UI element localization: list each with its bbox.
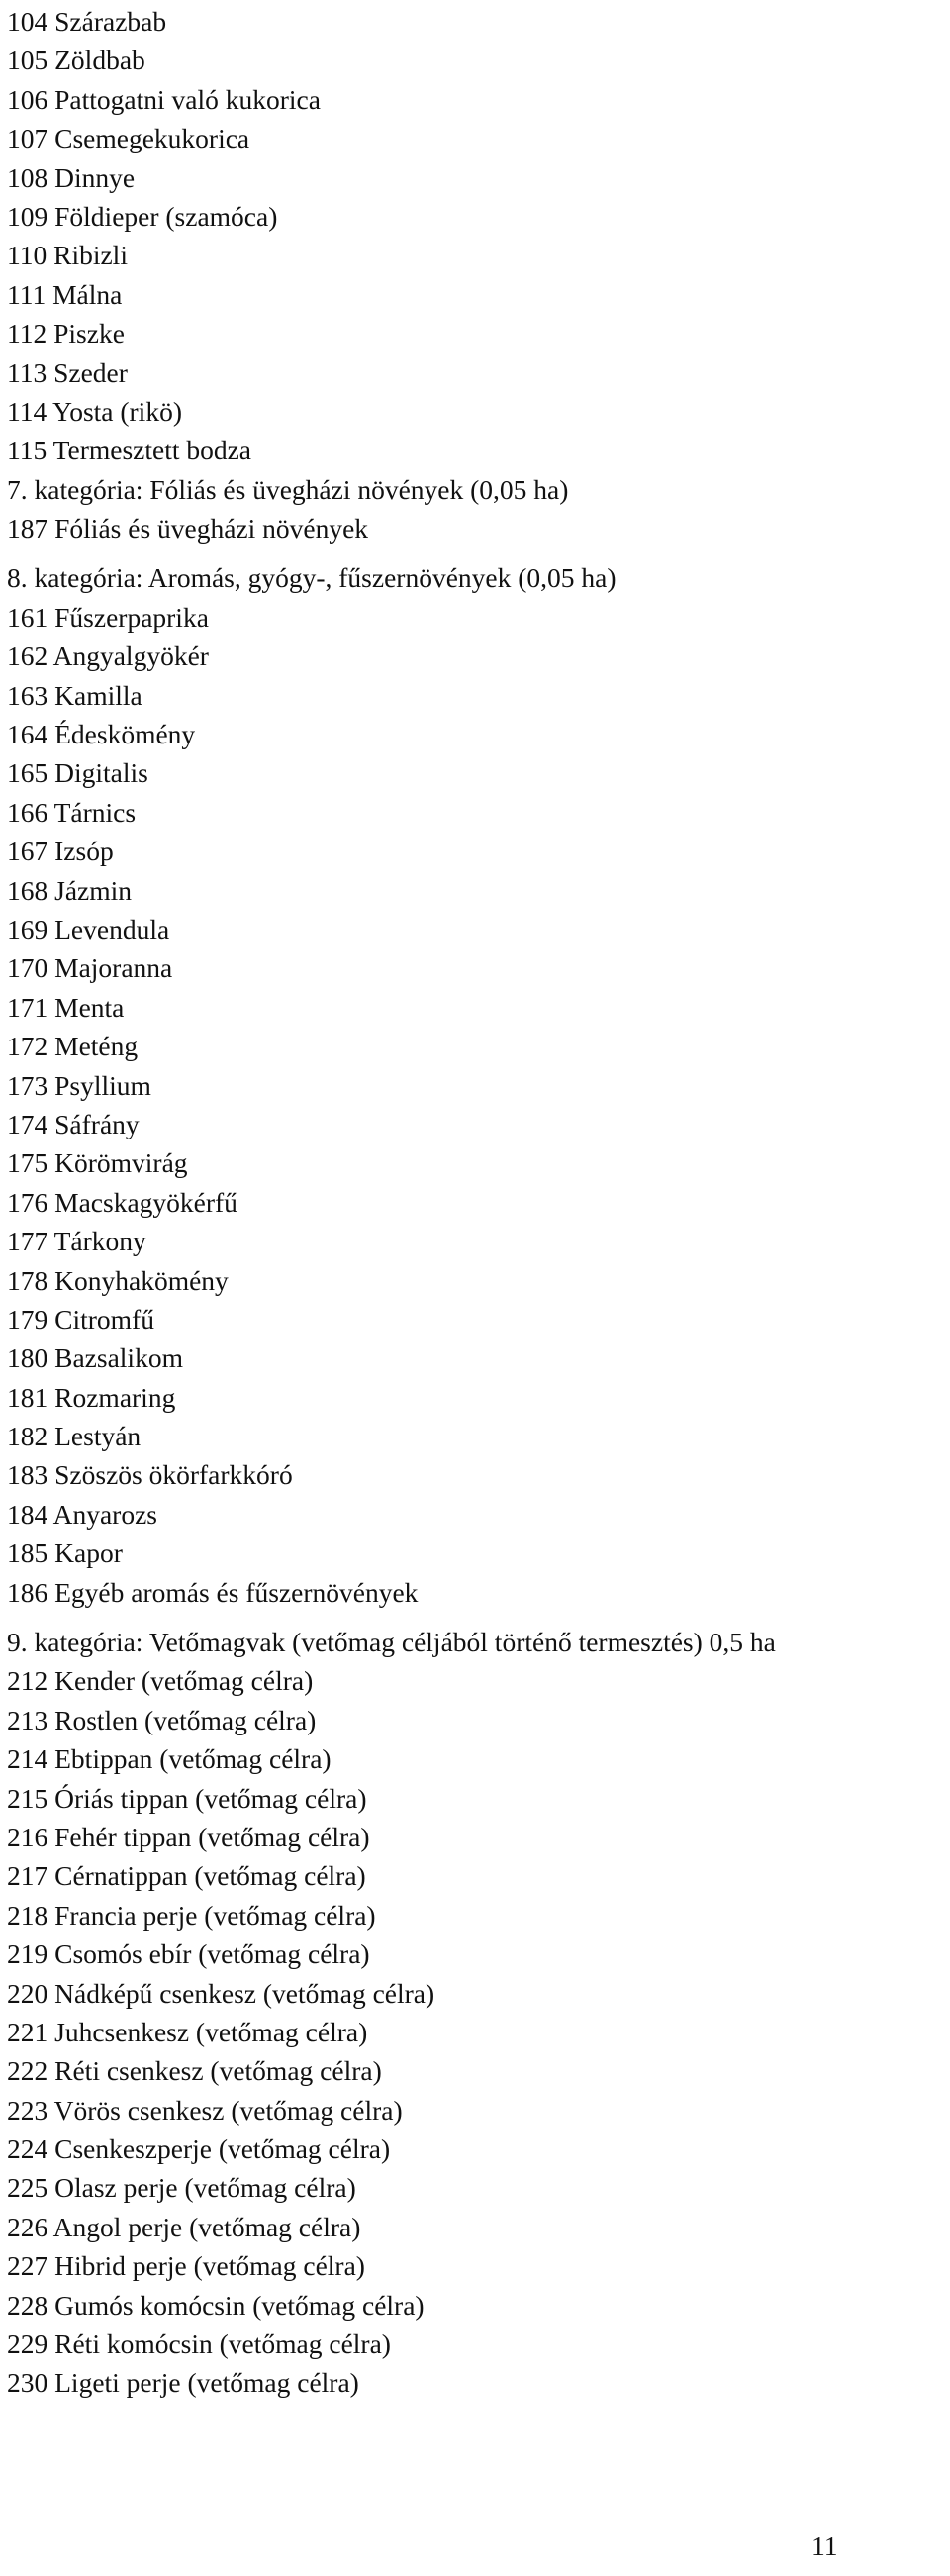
list-item: 214 Ebtippan (vetőmag célra): [7, 1743, 332, 1775]
list-item: 115 Termesztett bodza: [7, 435, 252, 466]
list-item: 109 Földieper (szamóca): [7, 200, 278, 232]
category-heading: 9. kategória: Vetőmagvak (vetőmag céljából történő termesztés) 0,5 ha: [7, 1627, 776, 1658]
category-heading: 8. kategória: Aromás, gyógy-, fűszernövények (0,05 ha): [7, 562, 617, 594]
list-item: 170 Majoranna: [7, 952, 173, 984]
list-item: 169 Levendula: [7, 913, 170, 944]
list-item: 224 Csenkeszperje (vetőmag célra): [7, 2133, 391, 2165]
list-item: 162 Angyalgyökér: [7, 641, 209, 672]
list-item: 180 Bazsalikom: [7, 1342, 183, 1374]
list-item: 110 Ribizli: [7, 240, 128, 271]
list-item: 226 Angol perje (vetőmag célra): [7, 2211, 361, 2242]
list-item: 187 Fóliás és üvegházi növények: [7, 513, 369, 545]
list-item: 217 Cérnatippan (vetőmag célra): [7, 1860, 366, 1892]
list-item: 164 Édeskömény: [7, 719, 196, 750]
list-item: 223 Vörös csenkesz (vetőmag célra): [7, 2094, 403, 2126]
category-heading: 7. kategória: Fóliás és üvegházi növények (0,05 ha): [7, 473, 569, 505]
list-item: 219 Csomós ebír (vetőmag célra): [7, 1938, 370, 1970]
list-item: 220 Nádképű csenkesz (vetőmag célra): [7, 1977, 435, 2009]
list-item: 168 Jázmin: [7, 874, 133, 906]
list-item: 228 Gumós komócsin (vetőmag célra): [7, 2289, 425, 2321]
list-item: 177 Tárkony: [7, 1226, 146, 1257]
list-item: 111 Málna: [7, 278, 123, 310]
list-item: 108 Dinnye: [7, 161, 136, 193]
list-item: 213 Rostlen (vetőmag célra): [7, 1704, 317, 1735]
list-item: 181 Rozmaring: [7, 1381, 176, 1413]
list-item: 105 Zöldbab: [7, 45, 145, 76]
list-item: 172 Meténg: [7, 1031, 139, 1062]
list-item: 227 Hibrid perje (vetőmag célra): [7, 2250, 365, 2282]
list-item: 166 Tárnics: [7, 796, 137, 828]
list-item: 216 Fehér tippan (vetőmag célra): [7, 1821, 370, 1852]
list-item: 183 Szöszös ökörfarkkóró: [7, 1459, 293, 1491]
list-item: 218 Francia perje (vetőmag célra): [7, 1899, 376, 1931]
document-body: [7, 2, 947, 2403]
list-item: 173 Psyllium: [7, 1069, 151, 1101]
list-item: 163 Kamilla: [7, 679, 142, 711]
list-item: 104 Szárazbab: [7, 6, 167, 37]
list-item: 107 Csemegekukorica: [7, 123, 250, 154]
page-number: 11: [811, 2530, 838, 2561]
list-item: 215 Óriás tippan (vetőmag célra): [7, 1782, 367, 1814]
list-item: 175 Körömvirág: [7, 1147, 188, 1179]
list-item: 179 Citromfű: [7, 1303, 154, 1335]
list-item: 113 Szeder: [7, 356, 128, 388]
list-item: 184 Anyarozs: [7, 1498, 157, 1530]
list-item: 171 Menta: [7, 991, 125, 1023]
list-item: 167 Izsóp: [7, 836, 114, 867]
list-item: 182 Lestyán: [7, 1421, 142, 1452]
list-item: 176 Macskagyökérfű: [7, 1186, 238, 1218]
list-item: 174 Sáfrány: [7, 1108, 140, 1139]
list-item: 178 Konyhakömény: [7, 1264, 229, 1296]
list-item: 225 Olasz perje (vetőmag célra): [7, 2172, 356, 2204]
list-item: 230 Ligeti perje (vetőmag célra): [7, 2367, 359, 2399]
list-item: 185 Kapor: [7, 1537, 123, 1569]
list-item: 165 Digitalis: [7, 757, 148, 789]
list-item: 112 Piszke: [7, 318, 125, 349]
list-item: 221 Juhcsenkesz (vetőmag célra): [7, 2016, 368, 2047]
list-item: 186 Egyéb aromás és fűszernövények: [7, 1576, 419, 1608]
list-item: 161 Fűszerpaprika: [7, 601, 209, 633]
list-item: 222 Réti csenkesz (vetőmag célra): [7, 2055, 382, 2087]
list-item: 114 Yosta (rikö): [7, 395, 182, 427]
list-item: 106 Pattogatni való kukorica: [7, 83, 321, 115]
list-item: 229 Réti komócsin (vetőmag célra): [7, 2328, 391, 2360]
list-item: 212 Kender (vetőmag célra): [7, 1665, 314, 1697]
